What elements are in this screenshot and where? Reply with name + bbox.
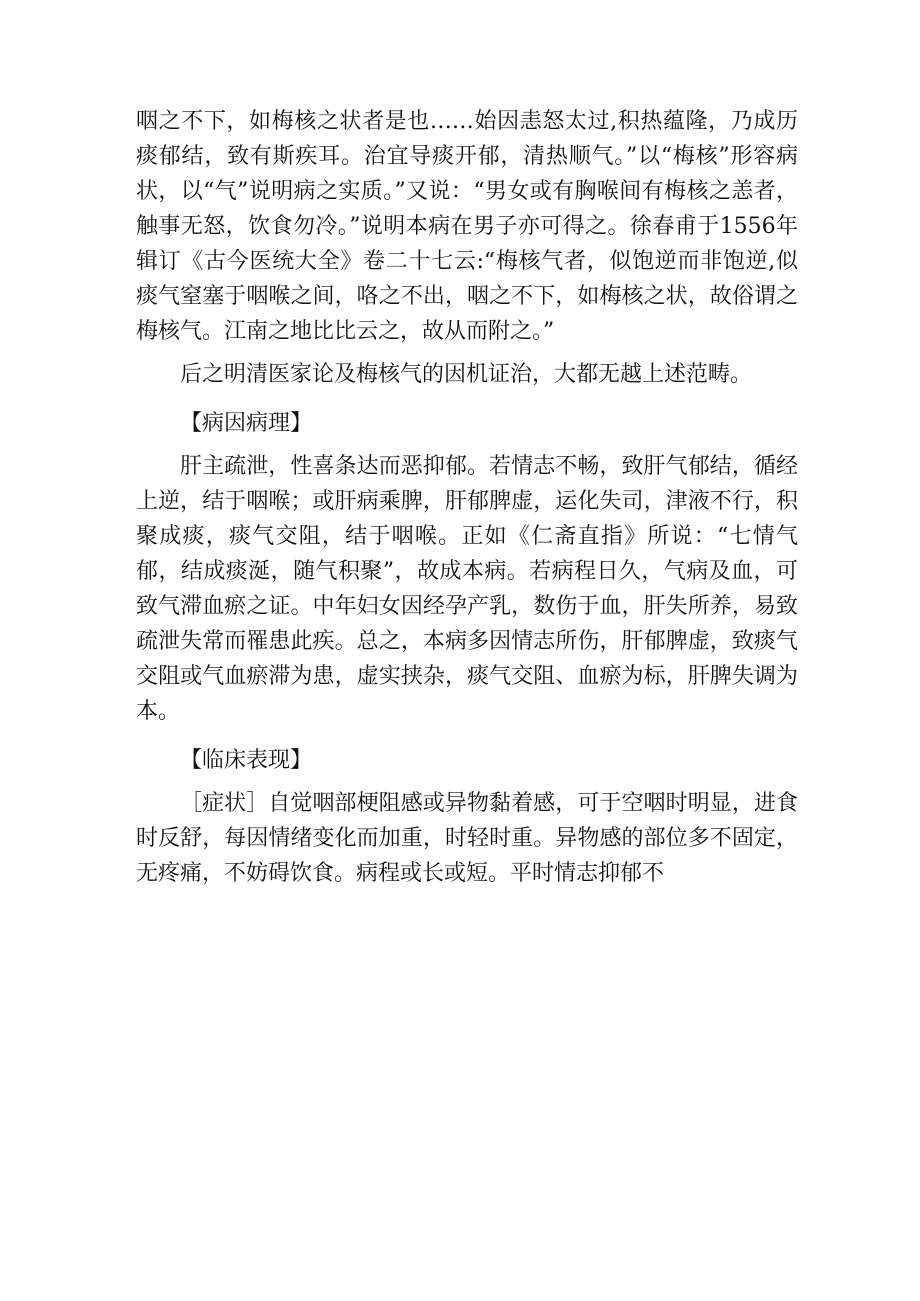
summary-paragraph: 后之明清医家论及梅核气的因机证治，大都无越上述范畴。 xyxy=(180,362,753,387)
section-heading: 【临床表现】 xyxy=(180,748,313,773)
section-body: ［症状］自觉咽部梗阻感或异物黏着感，可于空咽时明显，进食时反舒，每因情绪变化而加重，时轻时重。异物感的部位多不固定，无疼痛，不妨碍饮食。病程或长或短。平时情志抑郁不 xyxy=(136,791,798,886)
section-heading: 【病因病理】 xyxy=(180,411,313,436)
section-clinical xyxy=(136,743,798,891)
body-paragraph: 咽之不下，如梅核之状者是也……始因恚怒太过,积热蕴隆，乃成历痰郁结，致有斯疾耳。治宜导痰开郁，清热顺气。”以“梅核”形容病状，以“气”说明病之实质。”又说：“男女或有胸喉间有梅核之恙者，触事无怒，饮食勿冷。”说明本病在男子亦可得之。徐春甫于1556年辑订《古今医统大全》卷二十七云:“梅核气者，似饱逆而非饱逆,似痰气窒塞于咽喉之间，咯之不出，咽之不下，如梅核之状，故俗谓之梅核气。江南之地比比云之，故从而附之。” xyxy=(136,109,798,344)
section-etiology xyxy=(136,406,798,729)
document-page xyxy=(136,104,798,899)
section-body: 肝主疏泄，性喜条达而恶抑郁。若情志不畅，致肝气郁结，循经上逆，结于咽喉；或肝病乘脾，肝郁脾虚，运化失司，津液不行，积聚成痰，痰气交阻，结于咽喉。正如《仁斋直指》所说：“七情气郁，结成痰涎，随气积聚”，故成本病。若病程日久，气病及血，可致气滞血瘀之证。中年妇女因经孕产乳，数伤于血，肝失所养，易致疏泄失常而罹患此疾。总之，本病多因情志所伤，肝郁脾虚，致痰气交阻或气血瘀滞为患，虚实挟杂，痰气交阻、血瘀为标，肝脾失调为本。 xyxy=(136,454,798,724)
